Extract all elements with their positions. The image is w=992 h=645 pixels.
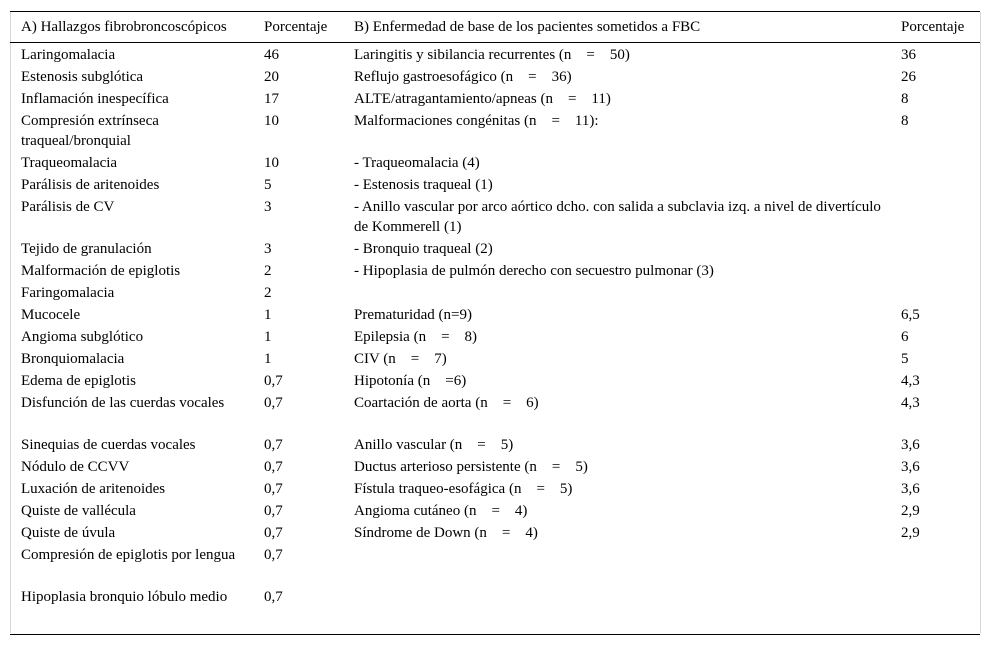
disease-label: Reflujo gastroesofágico (n = 36) bbox=[354, 69, 572, 85]
disease-percentage: 6,5 bbox=[901, 307, 920, 323]
finding-percentage: 10 bbox=[264, 113, 279, 129]
disease-percentage: 2,9 bbox=[901, 525, 920, 541]
finding-label: Angioma subglótico bbox=[21, 329, 144, 345]
finding-percentage: 1 bbox=[264, 351, 272, 367]
disease-label: Malformaciones congénitas (n = 11): bbox=[354, 113, 599, 129]
disease-label: - Traqueomalacia (4) bbox=[354, 155, 480, 171]
disease-percentage: 8 bbox=[901, 91, 909, 107]
finding-percentage: 3 bbox=[264, 199, 272, 215]
finding-label: Inflamación inespecífica bbox=[21, 91, 169, 107]
disease-label: - Bronquio traqueal (2) bbox=[354, 241, 493, 257]
finding-percentage: 0,7 bbox=[264, 589, 283, 605]
finding-label: Parálisis de aritenoides bbox=[21, 177, 160, 193]
disease-percentage: 6 bbox=[901, 329, 909, 345]
finding-label: Parálisis de CV bbox=[21, 199, 115, 215]
finding-percentage: 2 bbox=[264, 285, 272, 301]
header-findings: A) Hallazgos fibrobroncoscópicos bbox=[21, 19, 227, 35]
disease-label: Síndrome de Down (n = 4) bbox=[354, 525, 538, 541]
header-underlying-disease: B) Enfermedad de base de los pacientes sometidos a FBC bbox=[354, 19, 701, 35]
disease-percentage: 26 bbox=[901, 69, 916, 85]
finding-percentage: 1 bbox=[264, 329, 272, 345]
finding-percentage: 0,7 bbox=[264, 459, 283, 475]
finding-percentage: 0,7 bbox=[264, 525, 283, 541]
disease-percentage: 8 bbox=[901, 113, 909, 129]
finding-label: Quiste de úvula bbox=[21, 525, 116, 541]
header-findings-percentage: Porcentaje bbox=[264, 19, 328, 35]
finding-label: Edema de epiglotis bbox=[21, 373, 136, 389]
disease-label: Fístula traqueo-esofágica (n = 5) bbox=[354, 481, 573, 497]
finding-percentage: 10 bbox=[264, 155, 279, 171]
finding-label: Mucocele bbox=[21, 307, 81, 323]
finding-label: Disfunción de las cuerdas vocales bbox=[21, 395, 225, 411]
disease-label: - Hipoplasia de pulmón derecho con secuestro pulmonar (3) bbox=[354, 263, 714, 279]
finding-percentage: 46 bbox=[264, 47, 279, 63]
disease-label: ALTE/atragantamiento/apneas (n = 11) bbox=[354, 91, 611, 107]
disease-percentage: 3,6 bbox=[901, 459, 920, 475]
finding-percentage: 2 bbox=[264, 263, 272, 279]
finding-percentage: 0,7 bbox=[264, 373, 283, 389]
finding-percentage: 5 bbox=[264, 177, 272, 193]
finding-percentage: 1 bbox=[264, 307, 272, 323]
disease-percentage: 4,3 bbox=[901, 395, 920, 411]
finding-label: Malformación de epiglotis bbox=[21, 263, 181, 279]
disease-percentage: 2,9 bbox=[901, 503, 920, 519]
finding-label: Laringomalacia bbox=[21, 47, 116, 63]
disease-label: Laringitis y sibilancia recurrentes (n = 50) bbox=[354, 47, 630, 63]
disease-label: Anillo vascular (n = 5) bbox=[354, 437, 514, 453]
finding-label: Sinequias de cuerdas vocales bbox=[21, 437, 196, 453]
finding-label: Compresión extrínseca traqueal/bronquial bbox=[21, 113, 159, 149]
disease-label: - Estenosis traqueal (1) bbox=[354, 177, 493, 193]
disease-label: - Anillo vascular por arco aórtico dcho. con salida a subclavia izq. a nivel de divertículo de Kommerell (1) bbox=[354, 199, 881, 235]
finding-percentage: 0,7 bbox=[264, 481, 283, 497]
finding-percentage: 0,7 bbox=[264, 503, 283, 519]
disease-label: Hipotonía (n =6) bbox=[354, 373, 467, 389]
finding-percentage: 20 bbox=[264, 69, 279, 85]
finding-percentage: 3 bbox=[264, 241, 272, 257]
disease-label: Prematuridad (n=9) bbox=[354, 307, 473, 323]
finding-label: Compresión de epiglotis por lengua bbox=[21, 547, 236, 563]
finding-label: Estenosis subglótica bbox=[21, 69, 144, 85]
table-left-border bbox=[10, 12, 11, 633]
header-disease-percentage: Porcentaje bbox=[901, 19, 965, 35]
finding-label: Tejido de granulación bbox=[21, 241, 152, 257]
disease-label: Coartación de aorta (n = 6) bbox=[354, 395, 539, 411]
finding-label: Luxación de aritenoides bbox=[21, 481, 166, 497]
finding-percentage: 0,7 bbox=[264, 547, 283, 563]
disease-percentage: 4,3 bbox=[901, 373, 920, 389]
disease-label: Epilepsia (n = 8) bbox=[354, 329, 478, 345]
finding-percentage: 0,7 bbox=[264, 437, 283, 453]
disease-percentage: 3,6 bbox=[901, 437, 920, 453]
finding-label: Nódulo de CCVV bbox=[21, 459, 130, 475]
disease-percentage: 3,6 bbox=[901, 481, 920, 497]
finding-label: Quiste de vallécula bbox=[21, 503, 136, 519]
disease-label: Angioma cutáneo (n = 4) bbox=[354, 503, 528, 519]
disease-percentage: 36 bbox=[901, 47, 916, 63]
finding-label: Hipoplasia bronquio lóbulo medio bbox=[21, 589, 228, 605]
disease-label: CIV (n = 7) bbox=[354, 351, 447, 367]
finding-label: Bronquiomalacia bbox=[21, 351, 125, 367]
disease-label: Ductus arterioso persistente (n = 5) bbox=[354, 459, 588, 475]
header-divider bbox=[10, 42, 980, 43]
disease-percentage: 5 bbox=[901, 351, 909, 367]
finding-label: Traqueomalacia bbox=[21, 155, 118, 171]
finding-label: Faringomalacia bbox=[21, 285, 115, 301]
table-right-border bbox=[980, 12, 981, 633]
finding-percentage: 0,7 bbox=[264, 395, 283, 411]
finding-percentage: 17 bbox=[264, 91, 279, 107]
